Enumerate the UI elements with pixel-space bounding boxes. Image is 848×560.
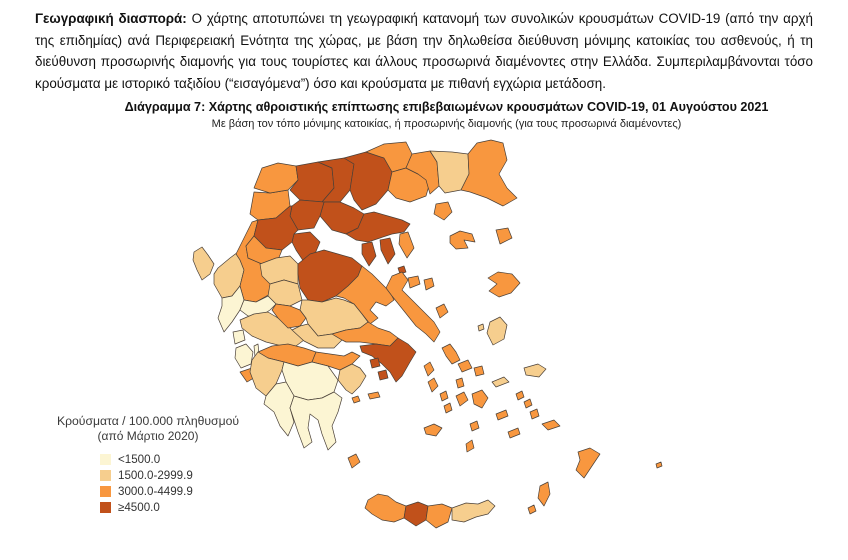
map-regions <box>193 140 662 528</box>
region-andros <box>442 344 460 364</box>
region-kasos <box>528 505 536 514</box>
region-skyros <box>436 304 448 318</box>
region-serres <box>344 152 392 210</box>
paragraph-body: Ο χάρτης αποτυπώνει τη γεωγραφική κατανομή των συνολικών κρουσμάτων COVID-19 (από την αρχή της επιδημίας) ανά Περιφερειακή Ενότητα της χώρας, με βάση την δηλωθείσα διεύθυνση μόνιμης κατοικίας του ασθενούς, ή τη διεύθυνση προσωρινής διαμονής για τους τουρίστες και άλλους προσωρινά διαμένοντες στην Ελλάδα. Συμπεριλαμβάνονται τόσο κρούσματα με ιστορικό ταξιδίου (“εισαγόμενα”) όσο και κρούσματα με πιθανή εγχώρια μετάδοση. <box>35 11 813 91</box>
region-kastellorizo <box>656 462 662 468</box>
region-rodos <box>576 448 600 478</box>
region-leros <box>524 399 532 408</box>
region-santorini <box>466 440 474 452</box>
legend-title: Κρούσματα / 100.000 πληθυσμού <box>56 414 240 428</box>
region-kassandra <box>362 242 376 266</box>
region-thasos <box>434 202 452 220</box>
legend-swatch-bin1 <box>100 454 111 465</box>
region-chania <box>365 494 406 522</box>
legend-subtitle: (από Μάρτιο 2020) <box>97 429 199 443</box>
paragraph-lead: Γεωγραφική διασπορά: <box>35 11 187 26</box>
region-alonissos <box>424 278 434 290</box>
region-ios <box>470 421 479 431</box>
figure-title: Διάγραμμα 7: Χάρτης αθροιστικής επίπτωσης επιβεβαιωμένων κρουσμάτων COVID-19, 01 Αυγούστου 2021 <box>124 100 769 114</box>
region-kythnos <box>428 378 438 392</box>
region-kea <box>424 362 434 376</box>
region-spetses <box>352 396 360 403</box>
legend-label-bin2: 1500.0-2999.9 <box>118 469 193 482</box>
region-astypalaia <box>508 428 520 438</box>
region-psara <box>478 324 484 331</box>
legend-label-bin4: ≥4500.0 <box>118 501 160 514</box>
region-ikaria <box>492 377 509 387</box>
region-paros <box>456 392 468 406</box>
region-agio-oros <box>399 232 414 258</box>
region-tinos <box>458 360 472 372</box>
region-aigina <box>378 370 388 380</box>
region-rethymno <box>404 502 428 526</box>
region-samos <box>524 364 546 377</box>
region-limnos <box>450 231 475 249</box>
region-karpathos <box>538 482 550 506</box>
region-lakonia <box>290 392 342 450</box>
region-naxos <box>472 390 488 408</box>
region-kos <box>542 420 560 430</box>
legend-swatch-bin2 <box>100 470 111 481</box>
legend-swatch-bin3 <box>100 486 111 497</box>
region-serifos <box>440 391 448 401</box>
legend-items <box>100 452 258 515</box>
region-lefkada <box>233 330 245 344</box>
region-mykonos <box>474 366 484 376</box>
region-patmos <box>516 391 524 400</box>
region-skopelos <box>408 276 420 288</box>
legend-row <box>100 484 258 499</box>
region-kalymnos <box>530 409 539 419</box>
region-milos <box>424 424 442 436</box>
legend-label-bin3: 3000.0-4499.9 <box>118 485 193 498</box>
region-syros <box>456 378 464 388</box>
region-evros <box>461 140 517 206</box>
region-samothraki <box>496 228 512 244</box>
map-legend <box>38 414 258 516</box>
legend-row <box>100 500 258 515</box>
region-kerkyra <box>193 247 214 280</box>
legend-row <box>100 452 258 467</box>
region-chios <box>487 317 507 345</box>
region-lesvos <box>488 272 520 297</box>
figure-subtitle: Με βάση τον τόπο μόνιμης κατοικίας, ή προσωρινής διαμονής (για τους προσωρινά διαμένοντες) <box>211 118 682 130</box>
region-lasithi <box>452 500 495 522</box>
region-amorgos <box>496 410 508 420</box>
region-kefallinia <box>235 344 253 368</box>
region-salamina <box>370 358 380 368</box>
region-sifnos <box>444 403 452 413</box>
legend-label-bin1: <1500.0 <box>118 453 161 466</box>
region-irakleio <box>426 504 452 528</box>
region-kythira <box>348 454 360 468</box>
region-sithonia <box>380 238 395 264</box>
region-hydra <box>368 392 380 399</box>
legend-row <box>100 468 258 483</box>
legend-swatch-bin4 <box>100 502 111 513</box>
